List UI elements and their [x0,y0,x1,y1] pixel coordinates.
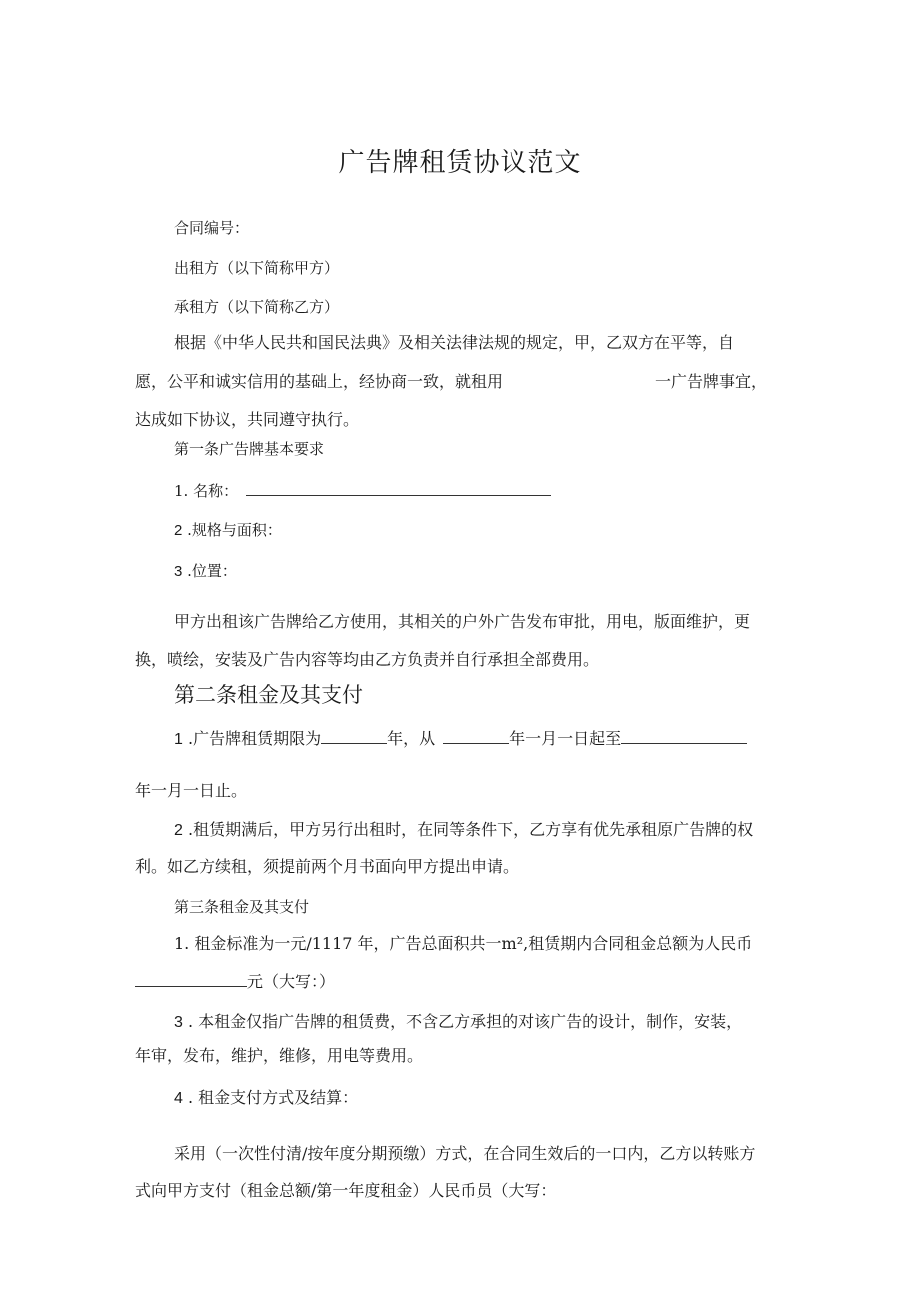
article-3-item-3-line-2: 年审，发布，维护，维修，用电等费用。 [135,1046,424,1065]
start-year-blank [443,727,509,744]
art3-item-4-number: 4 [174,1090,183,1107]
end-year-blank [621,727,747,744]
article-1-heading: 第一条广告牌基本要求 [174,440,325,458]
art3-item-3-text: . 本租金仅指广告牌的租赁费，不含乙方承担的对该广告的设计，制作，安装， [182,1012,743,1031]
article-1-item-2 [174,519,282,542]
item-2-label: .规格与面积： [182,521,282,539]
lessee-label: 承租方（以下简称乙方） [174,298,340,316]
article-2-item-1-end: 年一月一日止。 [135,781,248,800]
article-3-item-3-line-1 [174,1011,742,1034]
article-3-heading: 第三条租金及其支付 [174,898,310,916]
art3-item-3-number: 3 [174,1014,183,1031]
intro-line-3: 达成如下协议，共同遵守执行。 [135,410,360,429]
article-3-paragraph-line-2: 式向甲方支付（租金总额/第一年度租金）人民币员（大写： [135,1181,557,1200]
art2-item-2-text: .租赁期满后，甲方另行出租时，在同等条件下，乙方享有优先承租原广告牌的权 [182,820,754,839]
lease-term-label: .广告牌租赁期限为 [182,729,322,748]
article-3-paragraph-line-1: 采用（一次性付清/按年度分期预缴）方式，在合同生效后的一口内，乙方以转账方 [174,1144,756,1163]
start-date-label: 年一月一日起至 [509,729,622,748]
article-2-heading: 第二条租金及其支付 [174,683,363,707]
article-1-item-1 [174,479,551,502]
article-1-item-3 [174,560,237,583]
name-blank [246,479,551,496]
art3-item-4-text: . 租金支付方式及结算： [182,1088,359,1107]
intro-line-2b: 一广告牌事宜， [655,372,768,391]
item-2-number: 2 [174,522,183,539]
article-2-item-2-line-1 [174,819,753,842]
years-blank [321,727,387,744]
article-1-paragraph-line-1: 甲方出租该广告牌给乙方使用，其相关的户外广告发布审批，用电，版面维护，更 [174,612,751,631]
total-rent-blank [135,970,247,987]
intro-line-1: 根据《中华人民共和国民法典》及相关法律法规的规定，甲，乙双方在平等，自 [174,333,735,352]
article-1-paragraph-line-2: 换，喷绘，安装及广告内容等均由乙方负责并自行承担全部费用。 [135,650,600,669]
article-2-item-1 [174,727,747,751]
article-3-item-1-line-2 [135,970,335,993]
amount-in-words-label: 元（大写：） [247,972,336,991]
document-title: 广告牌租赁协议范文 [338,148,582,178]
art2-item-1-number: 1 [174,731,183,748]
article-2-item-2-line-2: 利。如乙方续租，须提前两个月书面向甲方提出申请。 [135,857,520,876]
item-1-label: 1. 名称： [174,482,239,500]
article-3-item-1-line-1: 1. 租金标准为一元/1117 年，广告总面积共一m²,租赁期内合同租金总额为人民币 [174,934,753,953]
art2-item-2-number: 2 [174,822,183,839]
item-3-label: .位置： [182,562,237,580]
contract-number-label: 合同编号： [174,219,250,237]
intro-line-2a: 愿，公平和诚实信用的基础上，经协商一致，就租用 [135,372,504,391]
item-3-number: 3 [174,563,183,580]
from-label: 年，从 [387,729,436,748]
article-3-item-4 [174,1087,358,1110]
lessor-label: 出租方（以下简称甲方） [174,259,340,277]
